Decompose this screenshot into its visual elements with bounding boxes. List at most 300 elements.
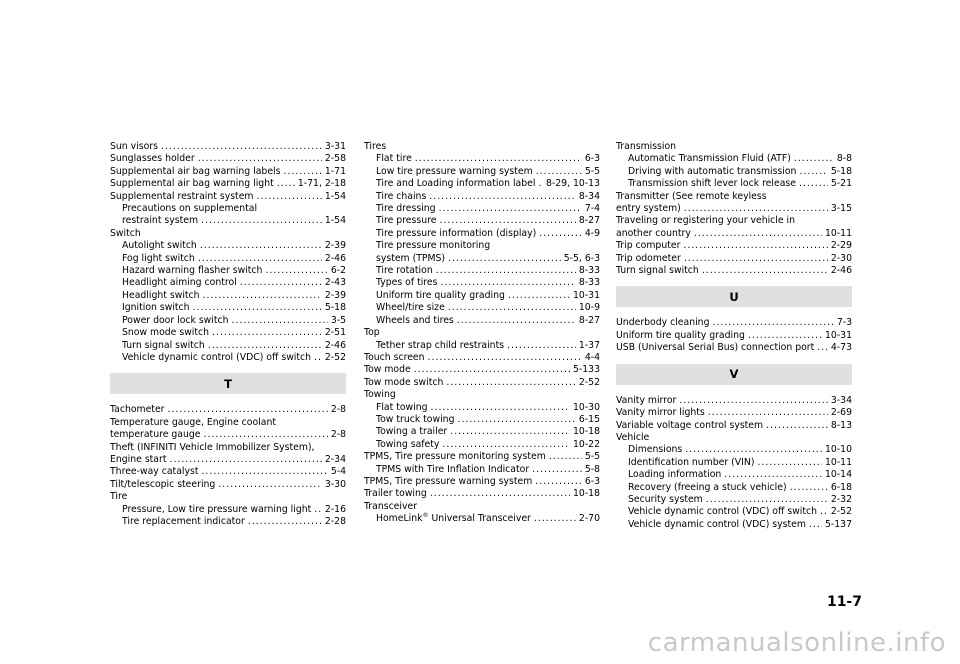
page-number: 11-7	[826, 594, 862, 610]
index-entry	[364, 153, 600, 165]
homelink-name: HomeLink	[376, 513, 423, 525]
leader-dots	[440, 277, 575, 289]
entry-page: 2-16	[324, 503, 346, 515]
index-entry	[364, 451, 600, 463]
entry-label: Trip computer	[616, 240, 681, 252]
entry-label: Driving with automatic transmission	[628, 165, 797, 177]
entry-page: 7-3	[836, 317, 852, 329]
entry-label: Dimensions	[628, 444, 683, 456]
index-entry	[364, 464, 600, 476]
leader-dots	[820, 506, 828, 518]
entry-label: Snow mode switch	[122, 327, 210, 339]
index-entry	[110, 153, 346, 165]
index-entry	[364, 476, 600, 488]
index-entry	[364, 215, 600, 227]
leader-dots	[508, 290, 570, 302]
index-entry	[364, 265, 600, 277]
leader-dots	[809, 519, 822, 531]
entry-page: 10-31	[572, 289, 600, 301]
leader-dots	[684, 203, 828, 215]
leader-dots	[684, 253, 828, 265]
entry-group-v	[616, 395, 852, 531]
index-entry	[364, 377, 600, 389]
entry-page: 4-9	[584, 227, 600, 239]
leader-dots	[448, 302, 576, 314]
index-entry	[616, 494, 852, 506]
leader-dots	[415, 153, 582, 165]
entry-page: 10-11	[824, 456, 852, 468]
entry-page: 1-37	[578, 339, 600, 351]
entry-page: 6-3	[584, 153, 600, 165]
entry-page: 5-21	[830, 178, 852, 190]
leader-dots	[538, 178, 543, 190]
entry-label: Underbody cleaning	[616, 317, 710, 329]
entry-label: Transmission shift lever lock release	[628, 178, 796, 190]
entry-label: Fog light switch	[122, 252, 195, 264]
index-entry	[616, 444, 852, 456]
index-heading: Towing	[364, 389, 396, 401]
entry-label: Tire rotation	[376, 265, 433, 277]
index-heading: Transceiver	[364, 500, 418, 512]
index-entry	[364, 439, 600, 451]
leader-dots	[439, 203, 582, 215]
leader-dots	[457, 315, 576, 327]
entry-label: Tilt/telescopic steering	[110, 478, 216, 490]
entry-label: Uniform tire quality grading	[616, 329, 745, 341]
entry-label: Wheel/tire size	[376, 302, 445, 314]
index-entry	[616, 330, 852, 342]
leader-dots	[198, 253, 322, 265]
entry-label: Flat towing	[376, 401, 428, 413]
index-entry	[110, 315, 346, 327]
entry-page: 8-27	[578, 314, 600, 326]
leader-dots	[450, 426, 570, 438]
index-heading: Theft (INFINITI Vehicle Immobilizer System),	[110, 441, 315, 453]
entry-page: 2-52	[830, 506, 852, 518]
index-entry	[110, 277, 346, 289]
index-entry-homelink	[364, 513, 600, 525]
index-entry	[364, 402, 600, 414]
entry-label: Ignition switch	[122, 302, 190, 314]
index-entry	[616, 420, 852, 432]
entry-page: 5-18	[830, 165, 852, 177]
index-entry	[364, 315, 600, 327]
leader-dots	[200, 240, 322, 252]
entry-page: 2-43	[324, 277, 346, 289]
entry-page: 1-54	[324, 190, 346, 202]
entry-page: 2-8	[330, 429, 346, 441]
leader-dots	[218, 479, 322, 491]
index-entry	[616, 265, 852, 277]
entry-page: 2-39	[324, 240, 346, 252]
entry-group-t	[110, 404, 346, 528]
entry-page: 2-46	[324, 339, 346, 351]
index-heading: Tire pressure monitoring	[376, 240, 491, 252]
entry-page: 1-71, 2-18	[297, 178, 346, 190]
registered-mark: ®	[422, 512, 429, 520]
entry-page: 8-13	[830, 419, 852, 431]
entry-group-t-continued	[364, 141, 600, 513]
entry-label: USB (Universal Serial Bus) connection port	[616, 342, 815, 354]
entry-page: 5-4	[330, 466, 346, 478]
entry-label: Power door lock switch	[122, 314, 229, 326]
entry-label: Vehicle dynamic control (VDC) system	[628, 518, 806, 530]
index-heading: Temperature gauge, Engine coolant	[110, 416, 276, 428]
entry-label: TPMS, Tire pressure warning system	[364, 475, 533, 487]
leader-dots	[457, 414, 575, 426]
entry-label: Recovery (freeing a stuck vehicle)	[628, 481, 787, 493]
leader-dots	[193, 302, 322, 314]
leader-dots	[314, 352, 322, 364]
leader-dots	[685, 444, 822, 456]
entry-page: 2-70	[578, 513, 600, 525]
entry-label: Tow mode	[364, 364, 411, 376]
entry-page: 8-33	[578, 265, 600, 277]
entry-page: 5-5	[584, 165, 600, 177]
index-entry	[110, 178, 346, 190]
entry-label: Towing safety	[376, 438, 440, 450]
index-entry	[616, 240, 852, 252]
leader-dots	[534, 513, 576, 525]
entry-page: 2-28	[324, 515, 346, 527]
entry-label: Supplemental air bag warning labels	[110, 165, 281, 177]
entry-group-t-end	[616, 141, 852, 277]
entry-page: 10-10	[824, 444, 852, 456]
index-heading: Switch	[110, 227, 141, 239]
entry-page: 2-32	[830, 493, 852, 505]
index-entry	[616, 407, 852, 419]
entry-page: 10-30	[572, 401, 600, 413]
entry-page: 1-54	[324, 215, 346, 227]
leader-dots	[436, 265, 576, 277]
leader-dots	[446, 377, 576, 389]
index-entry	[110, 166, 346, 178]
entry-page: 4-73	[830, 342, 852, 354]
entry-page: 10-22	[572, 438, 600, 450]
index-entry	[364, 488, 600, 500]
index-entry	[110, 504, 346, 516]
entry-label: Supplemental air bag warning light	[110, 178, 274, 190]
entry-page: 8-8	[836, 153, 852, 165]
entry-page: 3-31	[324, 141, 346, 152]
entry-label: TPMS, Tire pressure monitoring system	[364, 451, 546, 463]
leader-dots	[428, 352, 582, 364]
index-entry	[110, 454, 346, 466]
entry-label: Headlight aiming control	[122, 277, 237, 289]
index-heading: Transmitter (See remote keyless	[616, 190, 767, 202]
leader-dots	[248, 516, 322, 528]
index-column-3	[616, 141, 852, 531]
entry-label	[376, 513, 531, 525]
index-entry	[364, 178, 600, 190]
entry-label: Tachometer	[110, 404, 165, 416]
leader-dots	[535, 476, 582, 488]
entry-group-s	[110, 141, 346, 364]
leader-dots	[757, 457, 822, 469]
index-column-2	[364, 141, 600, 526]
entry-label: Headlight switch	[122, 289, 200, 301]
entry-label: another country	[616, 227, 691, 239]
entry-label: Security system	[628, 493, 703, 505]
leader-dots	[532, 464, 582, 476]
entry-page: 2-51	[324, 327, 346, 339]
leader-dots	[314, 504, 322, 516]
entry-page: 2-39	[324, 289, 346, 301]
index-entry	[364, 352, 600, 364]
index-heading: Transmission	[616, 141, 677, 152]
leader-dots	[161, 141, 322, 153]
index-heading: Traveling or registering your vehicle in	[616, 215, 796, 227]
index-entry	[110, 191, 346, 203]
homelink-suffix: Universal Transceiver	[428, 513, 531, 525]
index-entry	[110, 466, 346, 478]
leader-dots	[265, 265, 327, 277]
entry-label: Automatic Transmission Fluid (ATF)	[628, 153, 791, 165]
entry-page: 2-29	[830, 240, 852, 252]
leader-dots	[799, 166, 827, 178]
leader-dots	[748, 330, 822, 342]
entry-page: 10-11	[824, 227, 852, 239]
index-heading: Top	[364, 327, 380, 339]
index-entry	[616, 153, 852, 165]
entry-label: Identification number (VIN)	[628, 456, 755, 468]
index-entry	[364, 253, 600, 265]
leader-dots	[201, 215, 322, 227]
entry-label: Uniform tire quality grading	[376, 289, 505, 301]
entry-page: 2-46	[830, 265, 852, 277]
entry-label: Variable voltage control system	[616, 419, 764, 431]
index-entry	[616, 178, 852, 190]
leader-dots	[799, 178, 828, 190]
entry-label: entry system)	[616, 203, 681, 215]
index-entry	[616, 317, 852, 329]
entry-label: Tire and Loading information label	[376, 178, 536, 190]
entry-label: Tire chains	[376, 190, 427, 202]
entry-group-u	[616, 317, 852, 354]
entry-label: Tow mode switch	[364, 376, 444, 388]
index-entry	[364, 166, 600, 178]
entry-page: 3-5	[330, 314, 346, 326]
index-entry	[110, 352, 346, 364]
leader-dots	[439, 215, 575, 227]
index-entry	[364, 302, 600, 314]
entry-page: 2-52	[578, 376, 600, 388]
index-entry	[364, 277, 600, 289]
leader-dots	[724, 469, 822, 481]
leader-dots	[448, 253, 561, 265]
entry-label: Touch screen	[364, 351, 425, 363]
entry-label: Flat tire	[376, 153, 412, 165]
index-entry	[364, 290, 600, 302]
entry-label: temperature gauge	[110, 429, 201, 441]
entry-page: 10-14	[824, 469, 852, 481]
leader-dots	[790, 482, 828, 494]
index-entry	[110, 215, 346, 227]
entry-page: 5-133	[572, 364, 600, 376]
entry-label: Hazard warning flasher switch	[122, 265, 263, 277]
leader-dots	[201, 466, 327, 478]
leader-dots	[507, 340, 576, 352]
entry-page: 10-31	[824, 329, 852, 341]
leader-dots	[277, 178, 295, 190]
entry-label: Tire pressure information (display)	[376, 227, 537, 239]
index-entry	[364, 340, 600, 352]
entry-label: Tire pressure	[376, 215, 437, 227]
entry-label: Vanity mirror	[616, 394, 677, 406]
entry-page: 5-8	[584, 463, 600, 475]
index-entry	[364, 203, 600, 215]
entry-label: restraint system	[122, 215, 199, 227]
entry-label: Tow truck towing	[376, 413, 455, 425]
entry-page: 5-18	[324, 302, 346, 314]
index-entry	[110, 479, 346, 491]
entry-page: 8-33	[578, 277, 600, 289]
index-entry	[616, 253, 852, 265]
entry-label: Supplemental restraint system	[110, 190, 254, 202]
leader-dots	[706, 494, 828, 506]
index-entry	[110, 404, 346, 416]
entry-page: 8-27	[578, 215, 600, 227]
entry-label: Pressure, Low tire pressure warning light	[122, 503, 312, 515]
section-letter-u: U	[616, 286, 852, 307]
section-letter-v: V	[616, 364, 852, 385]
index-entry	[364, 414, 600, 426]
index-entry	[364, 364, 600, 376]
leader-dots	[431, 402, 570, 414]
entry-label: Three-way catalyst	[110, 466, 199, 478]
index-heading: Precautions on supplemental	[122, 203, 258, 215]
entry-page: 5-137	[824, 518, 852, 530]
entry-label: Tire replacement indicator	[122, 515, 245, 527]
index-entry	[616, 342, 852, 354]
index-entry	[616, 519, 852, 531]
entry-label: system (TPMS)	[376, 252, 446, 264]
index-entry	[110, 253, 346, 265]
leader-dots	[198, 153, 322, 165]
leader-dots	[683, 240, 827, 252]
index-entry	[616, 203, 852, 215]
leader-dots	[168, 404, 328, 416]
entry-label: Vehicle dynamic control (VDC) off switch	[122, 351, 312, 363]
entry-page: 2-34	[324, 453, 346, 465]
entry-label: TPMS with Tire Inflation Indicator	[376, 463, 530, 475]
entry-label: Turn signal switch	[616, 265, 699, 277]
leader-dots	[429, 191, 576, 203]
entry-label: Vanity mirror lights	[616, 407, 705, 419]
index-entry	[110, 141, 346, 153]
index-column-1	[110, 141, 346, 528]
entry-label: Loading information	[628, 469, 722, 481]
entry-page: 2-8	[330, 404, 346, 416]
index-entry	[110, 340, 346, 352]
watermark: carmanualsonline.info	[647, 628, 946, 658]
index-entry	[616, 166, 852, 178]
entry-page: 5-5	[584, 451, 600, 463]
entry-page: 2-52	[324, 351, 346, 363]
entry-label: Types of tires	[376, 277, 438, 289]
entry-label: Tether strap child restraints	[376, 339, 505, 351]
entry-page: 4-4	[584, 351, 600, 363]
index-entry	[110, 290, 346, 302]
leader-dots	[702, 265, 828, 277]
entry-page: 2-30	[830, 252, 852, 264]
entry-label: Wheels and tires	[376, 314, 454, 326]
leader-dots	[232, 315, 328, 327]
leader-dots	[536, 166, 582, 178]
index-entry	[364, 191, 600, 203]
leader-dots	[694, 228, 822, 240]
entry-page: 10-18	[572, 426, 600, 438]
index-entry	[616, 469, 852, 481]
entry-page: 8-34	[578, 190, 600, 202]
leader-dots	[817, 342, 828, 354]
entry-label: Tire dressing	[376, 203, 436, 215]
section-letter-t: T	[110, 373, 346, 394]
entry-page: 6-15	[578, 413, 600, 425]
index-heading: Tires	[364, 141, 387, 152]
leader-dots	[203, 290, 322, 302]
leader-dots	[208, 340, 322, 352]
entry-label: Turn signal switch	[122, 339, 205, 351]
entry-label: Low tire pressure warning system	[376, 165, 533, 177]
leader-dots	[169, 454, 321, 466]
entry-page: 6-18	[830, 481, 852, 493]
index-entry	[364, 426, 600, 438]
entry-page: 10-18	[572, 488, 600, 500]
entry-label: Trailer towing	[364, 488, 427, 500]
entry-page: 3-34	[830, 394, 852, 406]
entry-label: Trip odometer	[616, 252, 681, 264]
entry-label: Vehicle dynamic control (VDC) off switch	[628, 506, 818, 518]
entry-page: 2-46	[324, 252, 346, 264]
index-entry	[110, 429, 346, 441]
entry-page: 2-69	[830, 407, 852, 419]
entry-label: Sunglasses holder	[110, 153, 195, 165]
entry-page: 10-9	[578, 302, 600, 314]
entry-page: 5-5, 6-3	[563, 252, 600, 264]
leader-dots	[708, 407, 828, 419]
leader-dots	[240, 277, 322, 289]
entry-page: 6-2	[330, 265, 346, 277]
entry-label: Towing a trailer	[376, 426, 448, 438]
index-heading: Vehicle	[616, 431, 650, 443]
index-entry	[110, 302, 346, 314]
leader-dots	[679, 395, 828, 407]
leader-dots	[794, 153, 834, 165]
index-entry	[110, 327, 346, 339]
index-entry	[616, 228, 852, 240]
leader-dots	[539, 228, 582, 240]
index-entry	[616, 395, 852, 407]
entry-page: 3-30	[324, 478, 346, 490]
entry-page: 7-4	[584, 203, 600, 215]
index-entry	[110, 265, 346, 277]
leader-dots	[204, 429, 328, 441]
leader-dots	[766, 420, 828, 432]
entry-page: 1-71	[324, 165, 346, 177]
index-heading: Tire	[110, 491, 128, 503]
index-entry	[364, 228, 600, 240]
leader-dots	[549, 451, 582, 463]
entry-page: 2-58	[324, 153, 346, 165]
leader-dots	[430, 488, 570, 500]
entry-label: Autolight switch	[122, 240, 197, 252]
entry-page: 3-15	[830, 203, 852, 215]
index-entry	[616, 457, 852, 469]
index-entry	[616, 506, 852, 518]
leader-dots	[712, 317, 833, 329]
index-entry	[110, 516, 346, 528]
